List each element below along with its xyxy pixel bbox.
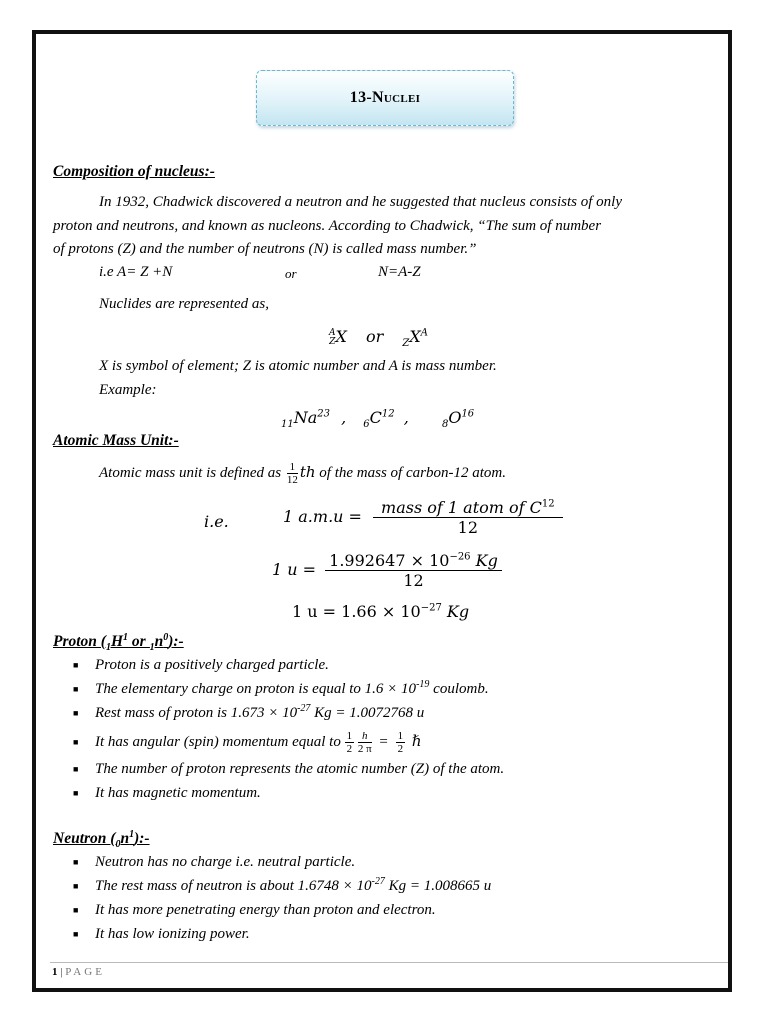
bullet-icon: ■: [73, 905, 79, 915]
bullet-icon: ■: [73, 881, 79, 891]
title-box: [256, 70, 514, 126]
bullet-icon: ■: [73, 788, 79, 798]
mass-number-equation: i.e A= Z +N: [99, 264, 173, 280]
bullet-icon: ■: [73, 764, 79, 774]
page-footer: 1 | PAGE: [52, 966, 105, 978]
proton-item-spin: It has angular (spin) momentum equal to $\frac{1}{2}$ $\frac{h}{2 \pi}$ = $\frac{1}{2}$ ℏ: [95, 730, 422, 755]
bullet-icon: ■: [73, 857, 79, 867]
bullet-icon: ■: [73, 684, 79, 694]
nuclide-notation: A Z X or $_ZX^A$: [329, 327, 428, 350]
notation-or: or: [365, 327, 384, 346]
composition-heading: Composition of nucleus:-: [53, 163, 215, 180]
amu-definition: Atomic mass unit is defined as $\frac{1}{12}$ th of the mass of carbon-12 atom.: [99, 461, 506, 486]
page-number: 1: [52, 966, 58, 978]
proton-item-magnetic: It has magnetic momentum.: [95, 785, 261, 801]
bullet-icon: ■: [73, 737, 79, 747]
composition-para-line3: of protons (Z) and the number of neutrons (N) is called mass number.”: [53, 241, 477, 257]
neutron-item-charge: Neutron has no charge i.e. neutral particle.: [95, 854, 356, 870]
proton-item-rest-mass: Rest mass of proton is $1.673 \times 10^{-27}$ Kg = 1.0072768 u: [95, 703, 425, 721]
example-oxygen: O: [448, 408, 462, 427]
equation-or: or: [285, 266, 297, 281]
neutron-number-equation: N=A-Z: [378, 264, 421, 280]
amu-equation: 1 a.m.u = $\frac{mass of 1 atom of C^{12}}{12}$: [283, 498, 563, 537]
neutron-item-penetrating: It has more penetrating energy than proton and electron.: [95, 902, 436, 918]
neutron-item-rest-mass: The rest mass of neutron is about $1.6748 \times 10^{-27}$ Kg = 1.008665 u: [95, 876, 492, 894]
neutron-item-ionizing: It has low ionizing power.: [95, 926, 250, 942]
symbol-description: X is symbol of element; Z is atomic number and A is mass number.: [99, 358, 497, 374]
composition-para-line1: In 1932, Chadwick discovered a neutron and he suggested that nucleus consists of only: [99, 194, 622, 210]
footer-divider: [50, 962, 728, 963]
u-value: 1 $u = 1.66 \times 10^{-27}$ Kg: [292, 602, 470, 621]
proton-item-atomic-number: The number of proton represents the atomic number (Z) of the atom.: [95, 761, 505, 777]
proton-item-charge-type: Proton is a positively charged particle.: [95, 657, 329, 673]
example-carbon: C: [369, 408, 382, 427]
nuclide-examples: $_{11}Na^{23}$ , $_6C^{12}$ , $_8O^{16}$: [281, 408, 475, 431]
example-label: Example:: [99, 382, 157, 398]
neutron-heading: Neutron $(_0n^1):-$: [53, 828, 150, 851]
nuclides-text: Nuclides are represented as,: [99, 296, 269, 312]
composition-para-line2: proton and neutrons, and known as nucleons. According to Chadwick, “The sum of number: [53, 218, 602, 234]
proton-item-elementary-charge: The elementary charge on proton is equal to $1.6 \times 10^{-19}$ coulomb.: [95, 679, 489, 697]
ie-label: i.e.: [204, 512, 229, 531]
bullet-icon: ■: [73, 929, 79, 939]
example-sodium: Na: [293, 408, 318, 427]
bullet-icon: ■: [73, 708, 79, 718]
bullet-icon: ■: [73, 660, 79, 670]
u-equation: 1 u = $\frac{1.992647 \times 10^{-26} Kg}{12}$: [272, 551, 502, 590]
proton-heading: Proton ($_1H^1$ or $_1n^0):-$: [53, 631, 184, 654]
amu-heading: Atomic Mass Unit:-: [53, 432, 179, 449]
page-label: PAGE: [65, 966, 105, 978]
page-title: 13-Nuclei: [349, 89, 421, 106]
